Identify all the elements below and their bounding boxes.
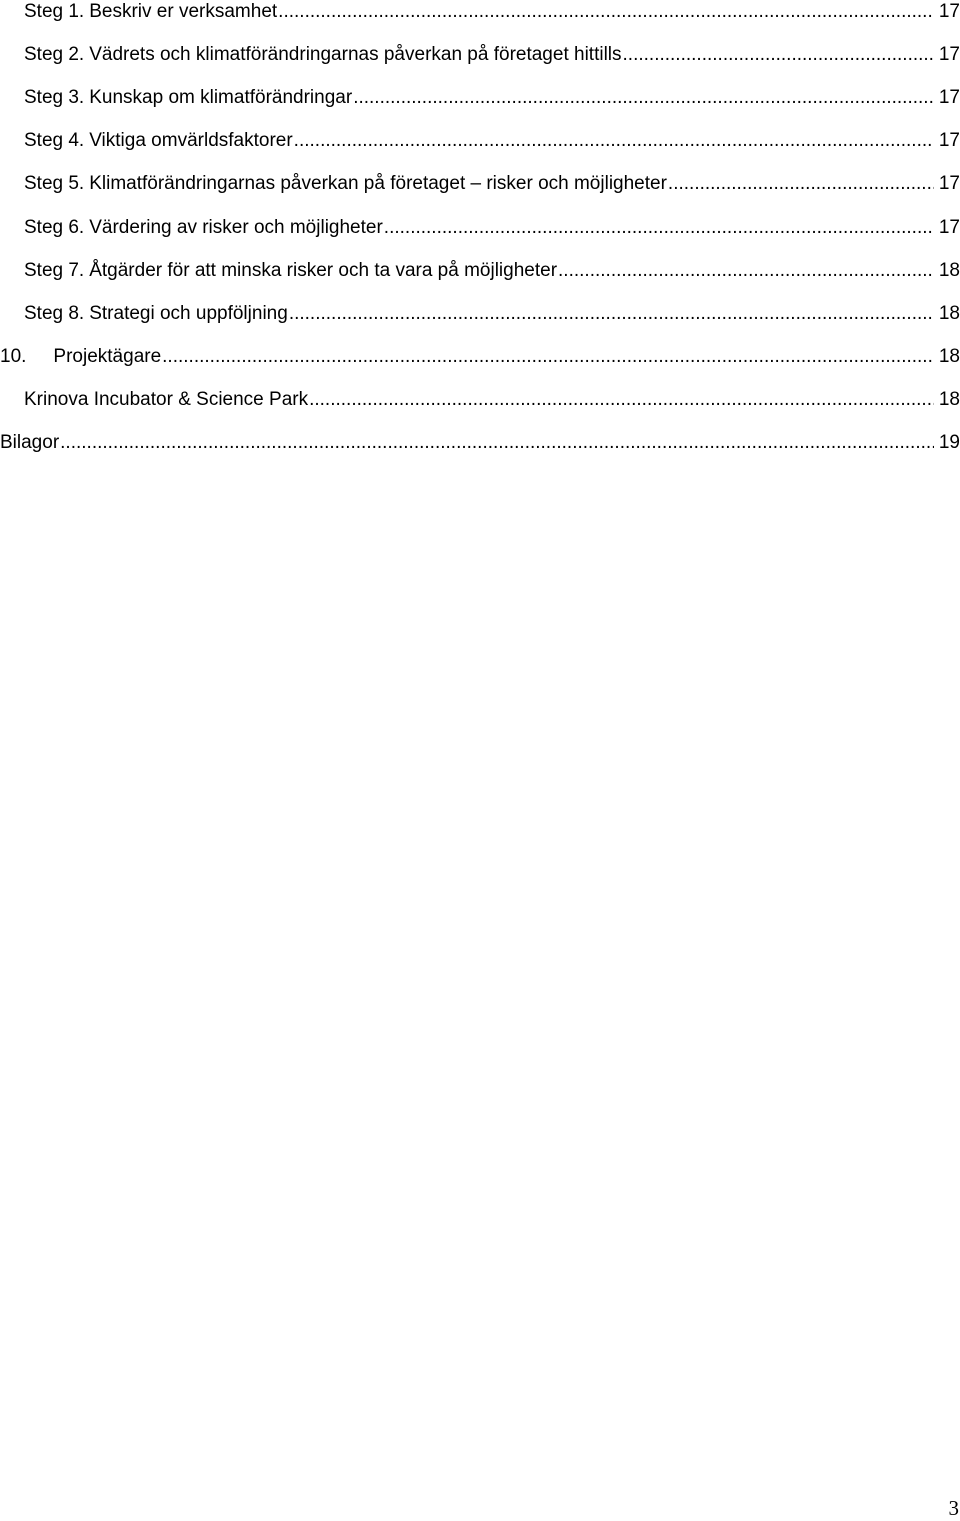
toc-entry-number: Steg 3. xyxy=(24,87,85,108)
toc-dot-leader xyxy=(352,86,934,110)
toc-entry-page: 17 xyxy=(938,87,960,108)
toc-entry-number: Steg 1. xyxy=(24,1,85,22)
toc-entry-steg-6[interactable] xyxy=(24,216,960,240)
toc-entry-steg-2[interactable] xyxy=(24,43,960,67)
toc-entry-steg-5[interactable] xyxy=(24,172,960,196)
toc-entry-steg-7[interactable] xyxy=(24,259,960,283)
toc-entry-page: 18 xyxy=(938,303,960,324)
toc-entry-title: Vädrets och klimatförändringarnas påverkan på företaget hittills xyxy=(89,44,622,65)
toc-entry-page: 17 xyxy=(938,44,960,65)
toc-entry-page: 18 xyxy=(938,260,960,281)
toc-dot-leader xyxy=(622,43,934,67)
toc-entry-number: 10. xyxy=(0,346,27,367)
toc-dot-leader xyxy=(557,259,934,283)
page-number: 3 xyxy=(948,1496,959,1520)
toc-entry-page: 17 xyxy=(938,217,960,238)
toc-entry-projektagare[interactable] xyxy=(0,345,960,369)
toc-entry-title: Värdering av risker och möjligheter xyxy=(89,217,383,238)
toc-entry-number: Steg 4. xyxy=(24,130,85,151)
toc-entry-title: Klimatförändringarnas påverkan på företaget – risker och möjligheter xyxy=(89,173,667,194)
toc-entry-number: Steg 5. xyxy=(24,173,85,194)
toc-entry-title: Projektägare xyxy=(53,346,162,367)
toc-entry-steg-3[interactable] xyxy=(24,86,960,110)
toc-entry-steg-1[interactable] xyxy=(24,0,960,24)
toc-entry-page: 19 xyxy=(938,432,960,453)
toc-entry-krinova[interactable] xyxy=(24,388,960,412)
toc-entry-title: Bilagor xyxy=(0,432,60,453)
toc-entry-title: Krinova Incubator & Science Park xyxy=(24,389,309,410)
toc-entry-steg-4[interactable] xyxy=(24,129,960,153)
toc-dot-leader xyxy=(288,302,934,326)
toc-dot-leader xyxy=(308,388,934,412)
toc-entry-bilagor[interactable] xyxy=(0,431,960,455)
toc-entry-number: Steg 6. xyxy=(24,217,85,238)
toc-entry-title: Viktiga omvärldsfaktorer xyxy=(89,130,293,151)
toc-dot-leader xyxy=(667,172,934,196)
toc-entry-steg-8[interactable] xyxy=(24,302,960,326)
toc-dot-leader xyxy=(383,216,934,240)
toc-entry-number: Steg 7. xyxy=(24,260,85,281)
toc-entry-title: Kunskap om klimatförändringar xyxy=(89,87,353,108)
toc-dot-leader xyxy=(161,345,934,369)
toc-dot-leader xyxy=(59,431,934,455)
toc-entry-page: 17 xyxy=(938,173,960,194)
toc-entry-page: 17 xyxy=(938,1,960,22)
toc-dot-leader xyxy=(277,0,934,24)
toc-entry-page: 17 xyxy=(938,130,960,151)
toc-entry-page: 18 xyxy=(938,346,960,367)
toc-entry-title: Beskriv er verksamhet xyxy=(89,1,278,22)
toc-entry-number: Steg 8. xyxy=(24,303,85,324)
toc-entry-page: 18 xyxy=(938,389,960,410)
toc-dot-leader xyxy=(293,129,934,153)
toc-entry-number: Steg 2. xyxy=(24,44,85,65)
toc-entry-title: Åtgärder för att minska risker och ta vara på möjligheter xyxy=(89,260,558,281)
toc-entry-title: Strategi och uppföljning xyxy=(89,303,288,324)
